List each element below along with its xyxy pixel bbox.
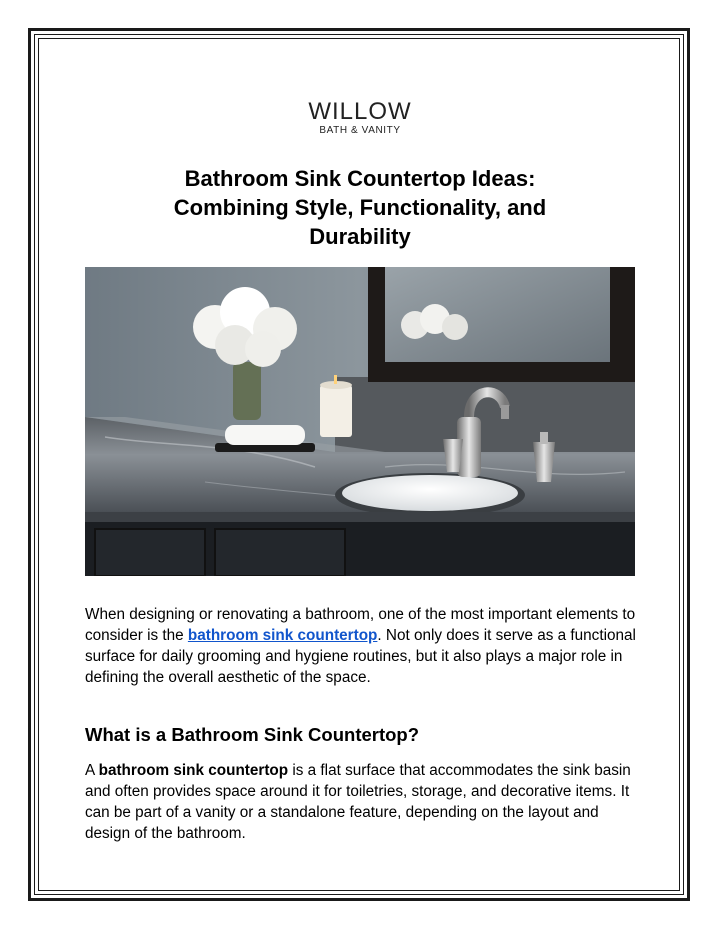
section-text-lead: A [85,762,99,779]
countertop-link[interactable]: bathroom sink countertop [187,627,378,644]
intro-paragraph [85,604,645,688]
section-text-rest: is a flat surface that accommodates the sink basin and often provides space around it for toiletries, storage, and decorative items. It can be part of a vanity or a standalone feature, depending on the layout and design of the bathroom. [85,762,631,842]
page-title [110,164,610,251]
hero-image-bathroom-vanity [85,267,635,576]
title-line-3: Durability [309,224,411,249]
intro-text-after: . Not only does it serve as a functional surface for daily grooming and hygiene routines, but it also plays a major role in defining the overall aesthetic of the space. [85,627,636,686]
section-heading: What is a Bathroom Sink Countertop? [85,724,420,745]
brand-logo [0,100,720,137]
brand-name: WILLOW [308,98,412,125]
title-line-2: Combining Style, Functionality, and [173,195,547,220]
brand-tagline: BATH & VANITY [319,125,401,136]
title-line-1: Bathroom Sink Countertop Ideas: [184,166,536,191]
intro-text-before: When designing or renovating a bathroom, one of the most important elements to consider is the [85,606,636,644]
section-text-bold: bathroom sink countertop [98,762,289,779]
section-paragraph [85,760,645,844]
